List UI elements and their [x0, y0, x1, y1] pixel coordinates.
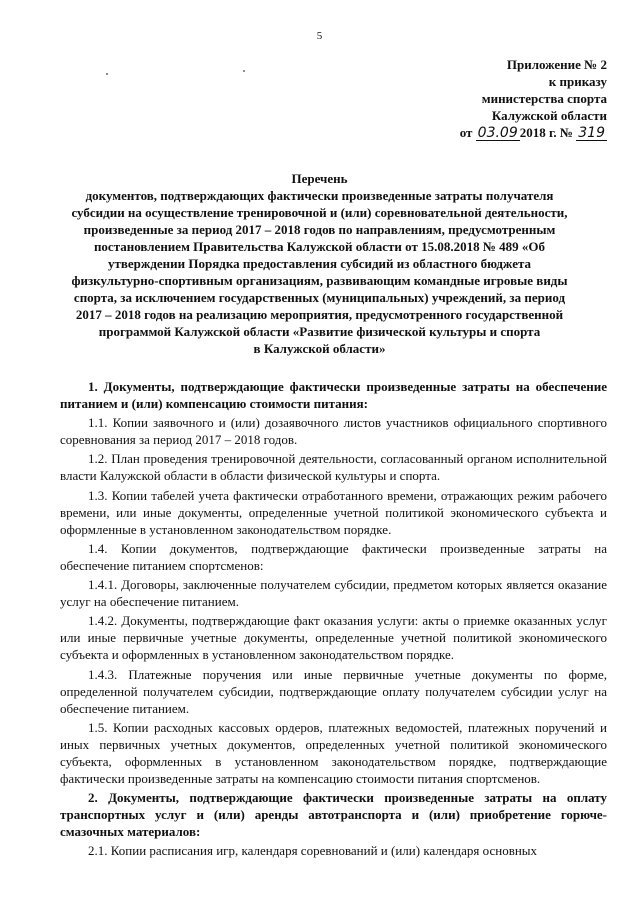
title-line: утверждении Порядка предоставления субсидий из областного бюджета: [107, 256, 532, 271]
appendix-ministry-line: министерства спорта: [481, 91, 607, 106]
paragraph-1-4-3: 1.4.3. Платежные поручения или иные первичные учетные документы по форме, определенной получателем субсидии, подтверждающие оплату получателем субсидии услуг на обеспечение питанием.: [60, 666, 607, 716]
document-title: [40, 170, 599, 357]
paragraph-1-4: 1.4. Копии документов, подтверждающие фактически произведенные затраты на обеспечение питанием спортсменов:: [60, 540, 607, 573]
title-line: физкультурно-спортивным организациям, развивающим командные игровые виды: [71, 273, 568, 288]
handwritten-date: 03.09: [477, 125, 518, 141]
page-number: 5: [316, 30, 323, 42]
title-heading: Перечень: [291, 171, 348, 186]
appendix-region-line: Калужской области: [491, 108, 607, 123]
title-line: документов, подтверждающих фактически произведенные затраты получателя: [85, 188, 554, 203]
appendix-block: [367, 56, 607, 141]
appendix-title: Приложение № 2: [506, 57, 607, 72]
title-line: в Калужской области»: [253, 341, 386, 356]
title-line: постановлением Правительства Калужской области от 15.08.2018 № 489 «Об: [93, 239, 546, 254]
title-line: 2017 – 2018 годов на реализацию мероприятия, предусмотренного государственной: [75, 307, 564, 322]
appendix-order-line: к приказу: [548, 74, 607, 89]
title-line: субсидии на осуществление тренировочной и (или) соревновательной деятельности,: [71, 205, 568, 220]
paragraph-1-5: 1.5. Копии расходных кассовых ордеров, платежных ведомостей, платежных поручений и иных первичных учетных документов, определенных учетной политикой экономического субъекта, оформленных в установленном законодательством порядке, подтверждающие фактически произведенные затраты на компенсацию стоимости питания спортсменов.: [60, 719, 607, 787]
paragraph-1-4-1: 1.4.1. Договоры, заключенные получателем субсидии, предметом которых является оказание услуг на обеспечение питанием.: [60, 577, 607, 610]
appendix-date-line: [367, 124, 607, 141]
title-line: произведенные за период 2017 – 2018 годов по направлениям, предусмотренным: [83, 222, 556, 237]
paragraph-2-1: 2.1. Копии расписания игр, календаря соревнований и (или) календаря основных: [88, 843, 538, 859]
scan-speck: [243, 70, 245, 72]
paragraph-1-2: 1.2. План проведения тренировочной деятельности, согласованный органом исполнительной власти Калужской области в области физической культуры и спорта.: [60, 451, 607, 484]
section-2-heading: 2. Документы, подтверждающие фактически произведенные затраты на оплату транспортных услуг и (или) аренды автотранспорта и (или) приобретение горюче-смазочных материалов:: [60, 790, 607, 840]
paragraph-1-1: 1.1. Копии заявочного и (или) дозаявочного листов участников официального спортивного соревнования за период 2017 – 2018 годов.: [60, 415, 607, 448]
scan-speck: [106, 73, 108, 75]
handwritten-order-number: 319: [578, 125, 605, 141]
section-1-heading: 1. Документы, подтверждающие фактически произведенные затраты на обеспечение питанием и (или) компенсацию стоимости питания:: [60, 379, 607, 412]
date-suffix: 2018 г. №: [519, 125, 574, 140]
date-prefix: от: [459, 125, 473, 140]
document-body: [60, 378, 607, 862]
paragraph-1-3: 1.3. Копии табелей учета фактически отработанного времени, отражающих режим рабочего времени, или иные документы, определенные учетной политикой экономического субъекта и оформленные в установленном законодательством порядке.: [60, 487, 607, 537]
paragraph-1-4-2: 1.4.2. Документы, подтверждающие факт оказания услуги: акты о приемке оказанных услуг или иные первичные учетные документы, определенные учетной политикой экономического субъекта и оформленных в установленном законодательством порядке.: [60, 613, 607, 663]
title-line: спорта, за исключением государственных (муниципальных) учреждений, за период: [73, 290, 566, 305]
title-line: программой Калужской области «Развитие физической культуры и спорта: [98, 324, 541, 339]
